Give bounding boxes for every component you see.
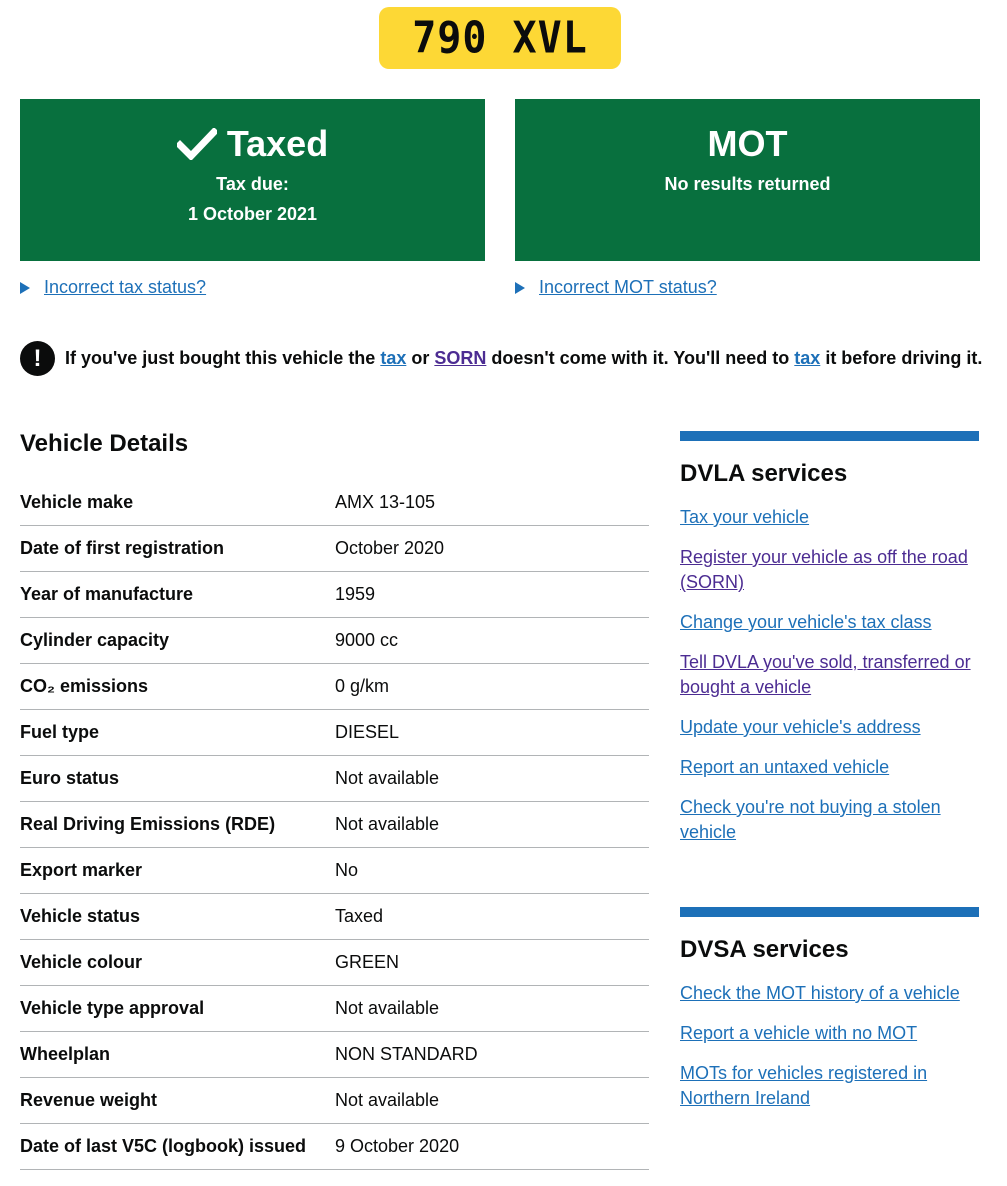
table-row: [20, 710, 649, 756]
dvla-service-link[interactable]: Change your vehicle's tax class: [680, 612, 932, 632]
dvla-services-title: DVLA services: [680, 460, 848, 487]
row-key: Real Driving Emissions (RDE): [20, 814, 276, 834]
section-bar: [680, 907, 979, 917]
section-bar: [680, 431, 979, 441]
row-key: Year of manufacture: [20, 584, 194, 604]
vehicle-details-title: Vehicle Details: [20, 430, 189, 457]
row-value: Not available: [335, 998, 440, 1018]
table-row: [20, 1032, 649, 1078]
row-key: Date of first registration: [20, 538, 225, 558]
row-value: 9 October 2020: [335, 1136, 460, 1156]
triangle-right-icon: [515, 282, 525, 294]
dvsa-links: [680, 981, 979, 1111]
row-value: 0 g/km: [335, 676, 390, 696]
dvla-service-link[interactable]: Tax your vehicle: [680, 507, 810, 527]
dvla-services: [680, 431, 979, 860]
row-key: Cylinder capacity: [20, 630, 170, 650]
table-row: [20, 756, 649, 802]
table-row: [20, 986, 649, 1032]
table-row: [20, 572, 649, 618]
dvsa-service-link[interactable]: Check the MOT history of a vehicle: [680, 983, 960, 1003]
row-key: Euro status: [20, 768, 120, 788]
table-row: [20, 664, 649, 710]
row-value: NON STANDARD: [335, 1044, 478, 1064]
row-value: AMX 13-105: [335, 492, 436, 512]
dvla-service-link[interactable]: Tell DVLA you've sold, transferred or bought a vehicle: [680, 652, 971, 697]
sorn-link[interactable]: SORN: [434, 348, 487, 368]
row-value: Not available: [335, 814, 440, 834]
table-row: [20, 618, 649, 664]
table-row: [20, 940, 649, 986]
table-row: [20, 802, 649, 848]
table-row: [20, 1078, 649, 1124]
mot-status-panel: [515, 99, 980, 261]
row-key: Vehicle make: [20, 492, 134, 512]
tax-due-date: 1 October 2021: [187, 204, 318, 224]
dvsa-services: [680, 907, 979, 1126]
check-icon: [177, 128, 217, 160]
dvla-service-link[interactable]: Check you're not buying a stolen vehicle: [680, 797, 941, 842]
dvsa-service-link[interactable]: Report a vehicle with no MOT: [680, 1023, 918, 1043]
row-key: Export marker: [20, 860, 143, 880]
row-value: DIESEL: [335, 722, 400, 742]
dvsa-services-title: DVSA services: [680, 936, 849, 963]
row-key: Revenue weight: [20, 1090, 158, 1110]
table-row: [20, 480, 649, 526]
dvla-links: [680, 505, 979, 845]
table-row: [20, 1124, 649, 1170]
table-row: [20, 526, 649, 572]
row-value: October 2020: [335, 538, 445, 558]
row-key: Wheelplan: [20, 1044, 111, 1064]
row-key: Vehicle colour: [20, 952, 143, 972]
row-key: Date of last V5C (logbook) issued: [20, 1136, 307, 1156]
row-value: 9000 cc: [335, 630, 399, 650]
tax-due-label: Tax due:: [216, 174, 289, 194]
row-key: Vehicle type approval: [20, 998, 205, 1018]
warning-text: ! If you've just bought this vehicle the tax or SORN doesn't come with it. You'll need to tax it before driving it.: [20, 341, 982, 376]
row-value: No: [335, 860, 359, 880]
incorrect-tax-status-toggle[interactable]: [20, 277, 206, 298]
row-value: Taxed: [335, 906, 384, 926]
table-row: [20, 894, 649, 940]
triangle-right-icon: [20, 282, 30, 294]
table-row: [20, 848, 649, 894]
mot-result-text: No results returned: [664, 174, 831, 194]
row-value: 1959: [335, 584, 376, 604]
tax-link-2[interactable]: tax: [794, 348, 821, 368]
dvla-service-link[interactable]: Report an untaxed vehicle: [680, 757, 890, 777]
registration-number: 790 XVL: [412, 12, 588, 64]
row-value: GREEN: [335, 952, 400, 972]
warning-icon: !: [20, 341, 55, 376]
row-key: Vehicle status: [20, 906, 141, 926]
registration-plate: [379, 7, 621, 69]
incorrect-mot-status-link[interactable]: Incorrect MOT status?: [539, 277, 717, 297]
row-key: Fuel type: [20, 722, 100, 742]
dvla-service-link[interactable]: Register your vehicle as off the road (SORN): [680, 547, 968, 592]
dvla-service-link[interactable]: Update your vehicle's address: [680, 717, 921, 737]
tax-status-panel: [20, 99, 485, 261]
tax-status-heading: Taxed: [226, 123, 329, 164]
vehicle-details-table: [20, 480, 649, 1170]
dvsa-service-link[interactable]: MOTs for vehicles registered in Northern Ireland: [680, 1063, 928, 1108]
mot-status-heading: MOT: [707, 123, 788, 164]
row-value: Not available: [335, 768, 440, 788]
incorrect-mot-status-toggle[interactable]: [515, 277, 717, 298]
row-key: CO₂ emissions: [20, 676, 149, 696]
incorrect-tax-status-link[interactable]: Incorrect tax status?: [44, 277, 207, 297]
row-value: Not available: [335, 1090, 440, 1110]
tax-link[interactable]: tax: [380, 348, 407, 368]
